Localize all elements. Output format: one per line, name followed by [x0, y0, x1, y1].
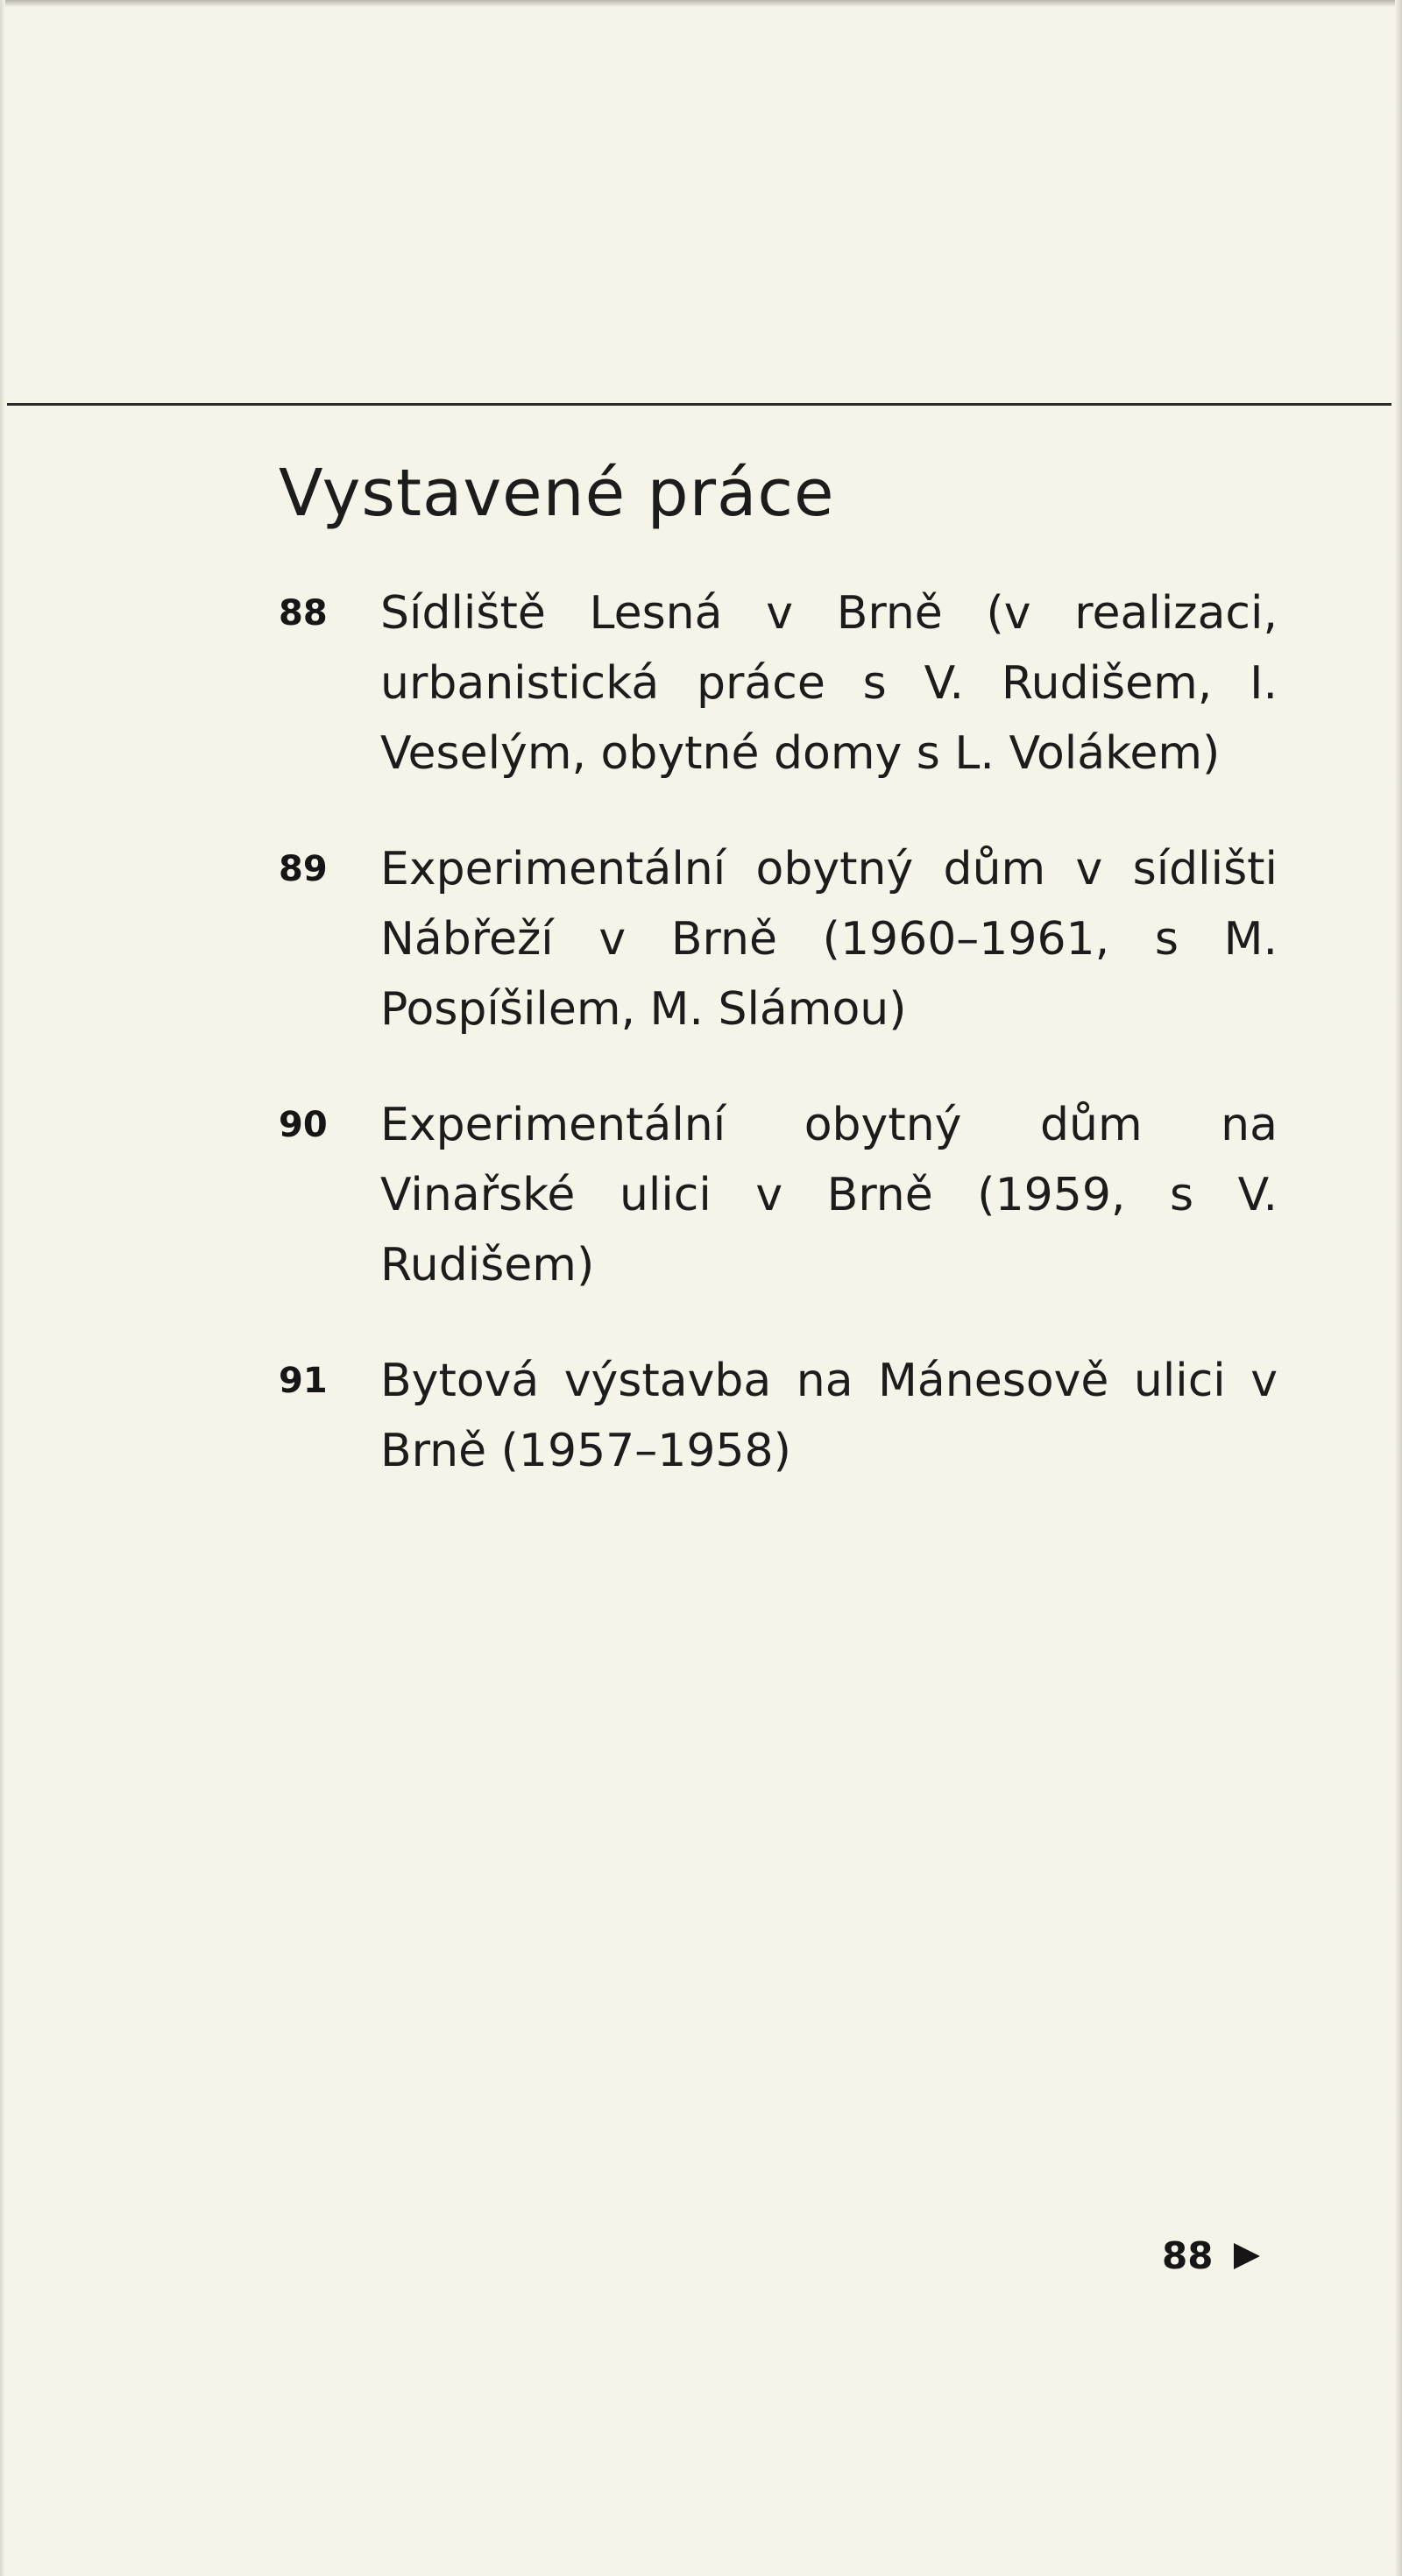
- entry-text: Experimentální obytný dům v sídlišti Nábřeží v Brně (1960–1961, s M. Pospíšilem, M. Slámou): [380, 843, 1278, 1036]
- entry-text: Sídliště Lesná v Brně (v realizaci, urbanistická práce s V. Rudišem, I. Veselým, obytné domy s L. Volákem): [380, 587, 1278, 780]
- triangle-right-icon: [1234, 2243, 1260, 2269]
- page-number-text: 88: [1162, 2234, 1214, 2277]
- list-item: [279, 834, 1278, 1044]
- horizontal-rule: [7, 403, 1391, 406]
- entry-number: 90: [279, 1105, 328, 1145]
- page-top-edge: [0, 0, 1402, 7]
- section-heading: Vystavené práce: [279, 456, 835, 531]
- page-left-edge: [0, 0, 5, 2576]
- page-number: [1162, 2234, 1260, 2277]
- entry-text: Bytová výstavba na Mánesově ulici v Brně (1957–1958): [380, 1355, 1278, 1477]
- list-item: [279, 1346, 1278, 1486]
- entry-text: Experimentální obytný dům na Vinařské ulici v Brně (1959, s V. Rudišem): [380, 1099, 1278, 1292]
- list-item: [279, 578, 1278, 789]
- entry-number: 91: [279, 1361, 328, 1401]
- entry-number: 88: [279, 593, 328, 633]
- entry-number: 89: [279, 849, 328, 889]
- list-item: [279, 1090, 1278, 1300]
- page-right-edge: [1395, 0, 1402, 2576]
- works-list: [279, 578, 1278, 1532]
